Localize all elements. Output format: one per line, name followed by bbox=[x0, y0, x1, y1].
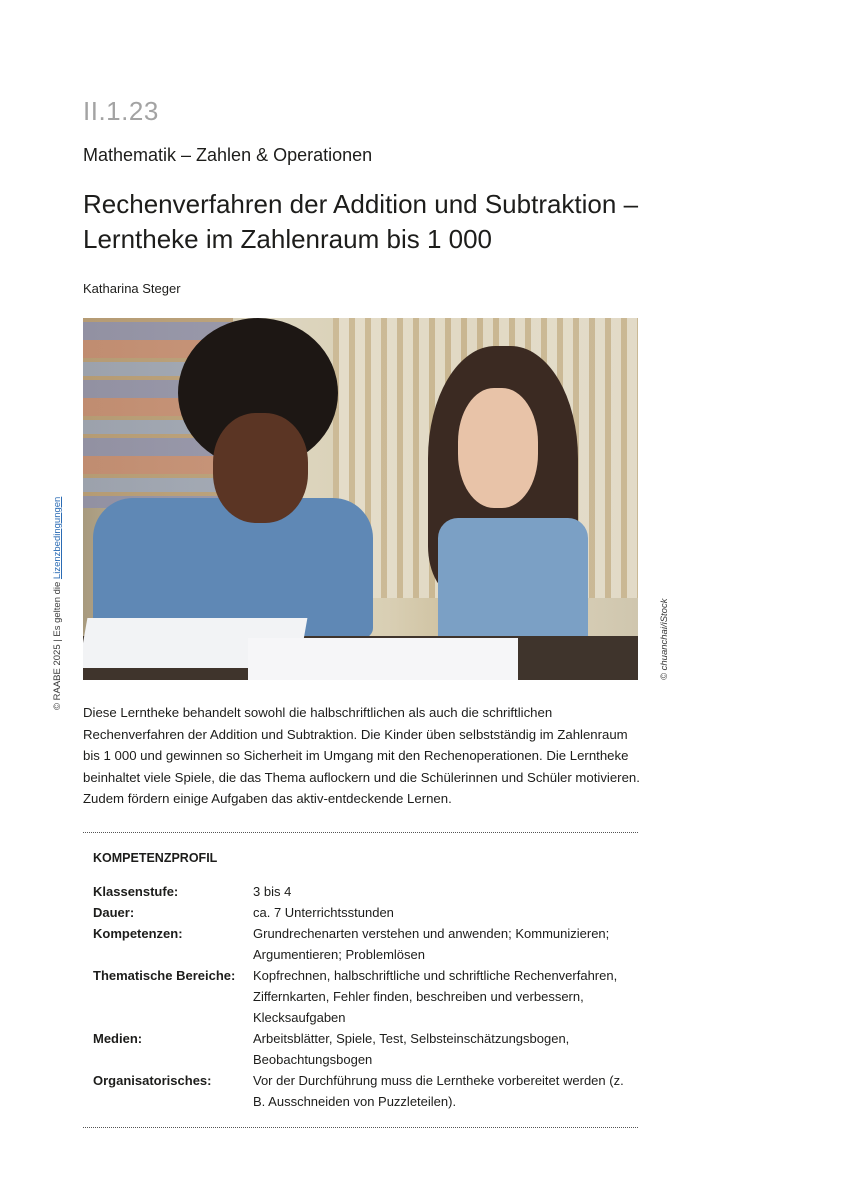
kompetenzprofil-table bbox=[93, 881, 638, 1112]
license-credit bbox=[52, 497, 63, 710]
author: Katharina Steger bbox=[83, 281, 181, 296]
kp-value: Kopfrechnen, halbschriftliche und schriftliche Rechenverfahren, Ziffernkarten, Fehler finden, beschreiben und verbessern, Klecksaufgaben bbox=[253, 968, 618, 1025]
girl-left-jacket bbox=[93, 498, 373, 638]
kp-value: 3 bis 4 bbox=[253, 884, 292, 899]
girl-right-face bbox=[458, 388, 538, 508]
kp-label: Thematische Bereiche: bbox=[93, 968, 236, 983]
girl-left-face bbox=[213, 413, 308, 523]
kp-value: Arbeitsblätter, Spiele, Test, Selbsteinschätzungsbogen, Beobachtungsbogen bbox=[253, 1031, 570, 1067]
divider-bottom bbox=[83, 1127, 638, 1128]
kompetenzprofil-title: KOMPETENZPROFIL bbox=[93, 851, 218, 865]
page-title bbox=[83, 187, 683, 257]
license-link[interactable]: Lizenzbedingungen bbox=[52, 496, 63, 580]
photo-credit: © chuanchai/iStock bbox=[659, 598, 670, 680]
kp-label: Organisatorisches: bbox=[93, 1073, 212, 1088]
kp-label: Klassenstufe: bbox=[93, 884, 179, 899]
kp-value: ca. 7 Unterrichtsstunden bbox=[253, 905, 394, 920]
kp-label: Medien: bbox=[93, 1031, 143, 1046]
kp-value: Grundrechenarten verstehen und anwenden; Kommunizieren; Argumentieren; Problemlösen bbox=[253, 926, 610, 962]
intro-paragraph: Diese Lerntheke behandelt sowohl die halbschriftlichen als auch die schriftlichen Rechenverfahren der Addition und Subtraktion. Die Kinder üben selbstständig im Zahlenraum bis 1 000 und gewinnen so Sicherheit im Umgang mit den Rechenoperationen. Die Lerntheke beinhaltet viele Spiele, die das Thema auflockern und die Schülerinnen und Schüler motivieren. Zudem fördern einige Aufgaben das aktiv-entdeckende Lernen. bbox=[83, 705, 640, 806]
kp-row-medien bbox=[93, 1028, 638, 1070]
subject-heading: Mathematik – Zahlen & Operationen bbox=[83, 145, 373, 165]
cover-photo bbox=[83, 318, 638, 680]
kp-row-klassenstufe bbox=[93, 881, 638, 902]
unit-code: II.1.23 bbox=[83, 96, 159, 126]
title-line-2: Lerntheke im Zahlenraum bis 1 000 bbox=[83, 224, 493, 254]
copyright-text: © RAABE 2025 | Es gelten die bbox=[52, 579, 63, 710]
kp-value: Vor der Durchführung muss die Lerntheke vorbereitet werden (z. B. Ausschneiden von Puzzleteilen). bbox=[253, 1073, 624, 1109]
divider-top bbox=[83, 832, 638, 833]
title-line-1: Rechenverfahren der Addition und Subtraktion – bbox=[83, 189, 639, 219]
kp-row-kompetenzen bbox=[93, 923, 638, 965]
kp-row-dauer bbox=[93, 902, 638, 923]
kp-row-organisatorisches bbox=[93, 1070, 638, 1112]
paper-right bbox=[248, 638, 518, 680]
kp-row-thematische-bereiche bbox=[93, 965, 638, 1028]
kp-label: Kompetenzen: bbox=[93, 926, 183, 941]
kp-label: Dauer: bbox=[93, 905, 135, 920]
